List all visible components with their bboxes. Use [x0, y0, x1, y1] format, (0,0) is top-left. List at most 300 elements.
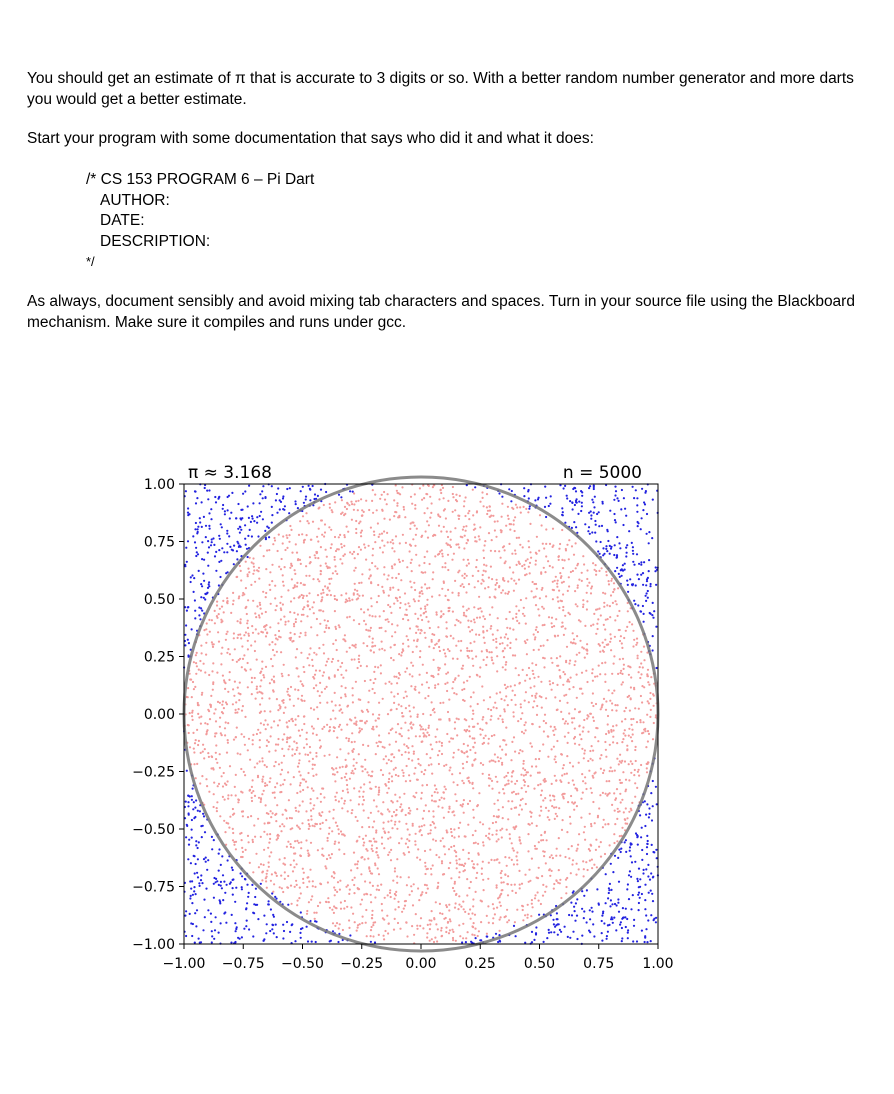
dart-point-inside	[340, 543, 342, 545]
dart-point-inside	[314, 554, 316, 556]
dart-point-outside	[215, 570, 217, 572]
dart-point-inside	[632, 718, 634, 720]
dart-point-outside	[618, 881, 620, 883]
dart-point-inside	[605, 749, 607, 751]
dart-point-inside	[266, 745, 268, 747]
dart-point-inside	[375, 829, 377, 831]
dart-point-outside	[495, 933, 497, 935]
dart-point-inside	[358, 753, 360, 755]
dart-point-inside	[625, 779, 627, 781]
dart-point-inside	[599, 757, 601, 759]
dart-point-inside	[467, 539, 469, 541]
dart-point-inside	[642, 721, 644, 723]
dart-point-outside	[586, 889, 588, 891]
dart-point-inside	[256, 688, 258, 690]
dart-point-inside	[441, 860, 443, 862]
dart-point-inside	[307, 876, 309, 878]
dart-point-outside	[575, 490, 577, 492]
dart-point-inside	[314, 886, 316, 888]
dart-point-inside	[360, 903, 362, 905]
dart-point-outside	[601, 932, 603, 934]
dart-point-inside	[563, 581, 565, 583]
dart-point-inside	[307, 604, 309, 606]
dart-point-inside	[452, 681, 454, 683]
dart-point-inside	[477, 703, 479, 705]
dart-point-inside	[539, 750, 541, 752]
dart-point-inside	[240, 768, 242, 770]
dart-point-inside	[380, 672, 382, 674]
dart-point-outside	[655, 786, 657, 788]
dart-point-inside	[614, 619, 616, 621]
dart-point-outside	[622, 524, 624, 526]
dart-point-inside	[468, 650, 470, 652]
dart-point-inside	[476, 559, 478, 561]
dart-point-inside	[516, 909, 518, 911]
dart-point-inside	[481, 579, 483, 581]
dart-point-inside	[560, 600, 562, 602]
dart-point-inside	[365, 909, 367, 911]
dart-point-inside	[280, 568, 282, 570]
dart-point-outside	[573, 906, 575, 908]
dart-point-outside	[284, 505, 286, 507]
dart-point-outside	[646, 835, 648, 837]
dart-point-inside	[430, 829, 432, 831]
dart-point-inside	[543, 567, 545, 569]
dart-point-inside	[583, 831, 585, 833]
dart-point-inside	[599, 651, 601, 653]
dart-point-inside	[398, 749, 400, 751]
dart-point-inside	[334, 727, 336, 729]
dart-point-inside	[489, 510, 491, 512]
dart-point-inside	[423, 562, 425, 564]
dart-point-outside	[480, 939, 482, 941]
dart-point-inside	[646, 714, 648, 716]
dart-point-inside	[564, 736, 566, 738]
dart-point-inside	[645, 746, 647, 748]
dart-point-inside	[353, 884, 355, 886]
dart-point-inside	[492, 822, 494, 824]
dart-point-outside	[312, 485, 314, 487]
dart-point-inside	[646, 767, 648, 769]
dart-point-inside	[511, 842, 513, 844]
dart-point-inside	[312, 578, 314, 580]
dart-point-outside	[651, 614, 653, 616]
dart-point-inside	[220, 732, 222, 734]
dart-point-inside	[627, 610, 629, 612]
dart-point-outside	[647, 875, 649, 877]
dart-point-outside	[652, 649, 654, 651]
dart-point-inside	[473, 863, 475, 865]
dart-point-inside	[421, 535, 423, 537]
dart-point-inside	[221, 775, 223, 777]
dart-point-inside	[482, 841, 484, 843]
dart-point-outside	[192, 923, 194, 925]
dart-point-inside	[601, 706, 603, 708]
dart-point-outside	[544, 486, 546, 488]
dart-point-inside	[462, 767, 464, 769]
dart-point-inside	[339, 710, 341, 712]
dart-point-inside	[614, 600, 616, 602]
dart-point-inside	[540, 645, 542, 647]
dart-point-outside	[220, 881, 222, 883]
dart-point-inside	[530, 816, 532, 818]
dart-point-inside	[273, 680, 275, 682]
dart-point-outside	[575, 526, 577, 528]
dart-point-inside	[381, 903, 383, 905]
dart-point-inside	[542, 895, 544, 897]
code-comment-block	[86, 170, 314, 273]
dart-point-inside	[566, 646, 568, 648]
dart-point-inside	[473, 817, 475, 819]
dart-point-inside	[619, 810, 621, 812]
dart-point-outside	[187, 507, 189, 509]
dart-point-inside	[394, 898, 396, 900]
dart-point-inside	[332, 643, 334, 645]
dart-point-inside	[642, 732, 644, 734]
dart-point-inside	[272, 665, 274, 667]
dart-point-outside	[231, 914, 233, 916]
dart-point-inside	[488, 577, 490, 579]
dart-point-inside	[501, 889, 503, 891]
dart-point-inside	[192, 681, 194, 683]
dart-point-inside	[475, 633, 477, 635]
dart-point-inside	[465, 530, 467, 532]
dart-point-inside	[335, 799, 337, 801]
dart-point-inside	[429, 757, 431, 759]
dart-point-inside	[241, 710, 243, 712]
dart-point-inside	[488, 922, 490, 924]
dart-point-inside	[348, 927, 350, 929]
dart-point-outside	[332, 930, 334, 932]
dart-point-inside	[281, 769, 283, 771]
dart-point-inside	[548, 810, 550, 812]
dart-point-inside	[612, 591, 614, 593]
dart-point-inside	[378, 873, 380, 875]
dart-point-inside	[569, 816, 571, 818]
dart-point-inside	[568, 688, 570, 690]
dart-point-inside	[331, 661, 333, 663]
dart-point-inside	[336, 792, 338, 794]
dart-point-outside	[647, 590, 649, 592]
dart-point-inside	[635, 746, 637, 748]
dart-point-inside	[270, 735, 272, 737]
dart-point-inside	[351, 503, 353, 505]
dart-point-inside	[257, 818, 259, 820]
dart-point-inside	[377, 584, 379, 586]
dart-point-inside	[289, 698, 291, 700]
dart-point-inside	[409, 581, 411, 583]
dart-point-inside	[571, 717, 573, 719]
dart-point-inside	[592, 801, 594, 803]
code-line-description: DESCRIPTION:	[100, 232, 211, 250]
dart-point-inside	[502, 817, 504, 819]
dart-point-inside	[532, 906, 534, 908]
dart-point-inside	[393, 811, 395, 813]
dart-point-outside	[191, 829, 193, 831]
dart-point-inside	[546, 839, 548, 841]
dart-point-inside	[426, 753, 428, 755]
dart-point-outside	[639, 897, 641, 899]
dart-point-outside	[204, 487, 206, 489]
dart-point-inside	[518, 752, 520, 754]
dart-point-inside	[627, 665, 629, 667]
dart-point-inside	[552, 682, 554, 684]
dart-point-inside	[515, 825, 517, 827]
dart-point-inside	[227, 780, 229, 782]
dart-point-inside	[603, 606, 605, 608]
dart-point-inside	[482, 764, 484, 766]
dart-point-inside	[417, 639, 419, 641]
dart-point-inside	[345, 601, 347, 603]
dart-point-inside	[554, 775, 556, 777]
dart-point-outside	[619, 576, 621, 578]
dart-point-inside	[525, 791, 527, 793]
dart-point-outside	[628, 898, 630, 900]
dart-point-inside	[280, 618, 282, 620]
dart-point-inside	[290, 864, 292, 866]
dart-point-inside	[280, 791, 282, 793]
dart-point-outside	[636, 574, 638, 576]
dart-point-inside	[286, 846, 288, 848]
dart-point-inside	[243, 634, 245, 636]
dart-point-inside	[389, 589, 391, 591]
dart-point-outside	[187, 606, 189, 608]
dart-point-inside	[322, 592, 324, 594]
dart-point-inside	[271, 873, 273, 875]
dart-point-inside	[351, 741, 353, 743]
dart-point-inside	[488, 862, 490, 864]
dart-point-inside	[256, 659, 258, 661]
dart-point-inside	[232, 808, 234, 810]
dart-point-inside	[335, 550, 337, 552]
dart-point-inside	[299, 804, 301, 806]
dart-point-inside	[434, 644, 436, 646]
dart-point-inside	[513, 826, 515, 828]
dart-point-inside	[303, 715, 305, 717]
dart-point-inside	[628, 779, 630, 781]
dart-point-inside	[426, 932, 428, 934]
dart-point-inside	[603, 698, 605, 700]
dart-point-outside	[638, 892, 640, 894]
dart-point-inside	[222, 700, 224, 702]
dart-point-inside	[428, 734, 430, 736]
dart-point-inside	[545, 862, 547, 864]
dart-point-outside	[608, 924, 610, 926]
dart-point-inside	[319, 695, 321, 697]
dart-point-inside	[314, 825, 316, 827]
dart-point-inside	[431, 596, 433, 598]
dart-point-inside	[312, 768, 314, 770]
dart-point-outside	[349, 490, 351, 492]
dart-point-inside	[553, 883, 555, 885]
dart-point-inside	[410, 662, 412, 664]
dart-point-inside	[259, 739, 261, 741]
dart-point-inside	[298, 597, 300, 599]
dart-point-inside	[434, 687, 436, 689]
dart-point-inside	[416, 928, 418, 930]
dart-point-inside	[427, 537, 429, 539]
dart-point-inside	[595, 570, 597, 572]
dart-point-inside	[378, 794, 380, 796]
dart-point-inside	[328, 833, 330, 835]
dart-point-inside	[551, 617, 553, 619]
dart-point-inside	[519, 506, 521, 508]
dart-point-inside	[476, 863, 478, 865]
dart-point-inside	[274, 797, 276, 799]
dart-point-inside	[455, 940, 457, 942]
dart-point-inside	[346, 502, 348, 504]
dart-point-inside	[261, 879, 263, 881]
dart-point-inside	[205, 733, 207, 735]
dart-point-inside	[558, 807, 560, 809]
dart-point-inside	[556, 880, 558, 882]
dart-point-inside	[448, 811, 450, 813]
dart-point-inside	[454, 677, 456, 679]
dart-point-inside	[452, 496, 454, 498]
dart-point-inside	[535, 596, 537, 598]
dart-point-inside	[258, 578, 260, 580]
dart-point-inside	[415, 792, 417, 794]
dart-point-inside	[336, 573, 338, 575]
dart-point-inside	[437, 805, 439, 807]
dart-point-inside	[496, 858, 498, 860]
dart-point-inside	[426, 599, 428, 601]
dart-point-outside	[185, 935, 187, 937]
dart-point-inside	[544, 891, 546, 893]
dart-point-outside	[607, 897, 609, 899]
dart-point-inside	[413, 598, 415, 600]
dart-point-outside	[202, 825, 204, 827]
dart-point-outside	[340, 496, 342, 498]
dart-point-inside	[561, 559, 563, 561]
dart-point-inside	[297, 766, 299, 768]
dart-point-inside	[316, 823, 318, 825]
dart-point-inside	[242, 815, 244, 817]
dart-point-inside	[454, 793, 456, 795]
dart-point-inside	[443, 765, 445, 767]
dart-point-inside	[650, 709, 652, 711]
dart-point-outside	[208, 489, 210, 491]
dart-point-inside	[371, 500, 373, 502]
dart-point-inside	[289, 639, 291, 641]
dart-point-inside	[635, 760, 637, 762]
dart-point-outside	[188, 844, 190, 846]
dart-point-inside	[554, 818, 556, 820]
dart-point-inside	[254, 836, 256, 838]
dart-point-inside	[626, 745, 628, 747]
dart-point-outside	[262, 518, 264, 520]
dart-point-outside	[185, 547, 187, 549]
dart-point-inside	[466, 750, 468, 752]
dart-point-inside	[372, 935, 374, 937]
dart-point-inside	[413, 582, 415, 584]
dart-point-inside	[357, 593, 359, 595]
dart-point-inside	[594, 822, 596, 824]
dart-point-inside	[469, 676, 471, 678]
dart-point-inside	[361, 922, 363, 924]
dart-point-inside	[362, 796, 364, 798]
dart-point-inside	[421, 630, 423, 632]
dart-point-inside	[525, 597, 527, 599]
dart-point-outside	[648, 559, 650, 561]
dart-point-inside	[453, 836, 455, 838]
dart-point-inside	[434, 937, 436, 939]
dart-point-inside	[357, 860, 359, 862]
dart-point-inside	[386, 503, 388, 505]
dart-point-inside	[205, 778, 207, 780]
dart-point-inside	[617, 808, 619, 810]
dart-point-inside	[359, 730, 361, 732]
dart-point-inside	[340, 901, 342, 903]
dart-point-inside	[308, 854, 310, 856]
dart-point-inside	[453, 810, 455, 812]
dart-point-inside	[301, 695, 303, 697]
dart-point-inside	[193, 763, 195, 765]
dart-point-inside	[204, 748, 206, 750]
dart-point-inside	[540, 839, 542, 841]
dart-point-inside	[435, 840, 437, 842]
dart-point-inside	[625, 822, 627, 824]
dart-point-inside	[448, 741, 450, 743]
dart-point-inside	[191, 696, 193, 698]
dart-point-inside	[353, 787, 355, 789]
dart-point-inside	[302, 800, 304, 802]
dart-point-inside	[191, 715, 193, 717]
dart-point-inside	[372, 645, 374, 647]
dart-point-inside	[307, 600, 309, 602]
dart-point-outside	[533, 939, 535, 941]
dart-point-outside	[655, 667, 657, 669]
dart-point-inside	[445, 542, 447, 544]
dart-point-inside	[534, 638, 536, 640]
dart-point-inside	[459, 495, 461, 497]
dart-point-inside	[391, 577, 393, 579]
dart-point-inside	[619, 640, 621, 642]
dart-point-inside	[610, 638, 612, 640]
dart-point-inside	[382, 551, 384, 553]
dart-point-inside	[505, 744, 507, 746]
dart-point-outside	[207, 552, 209, 554]
dart-point-inside	[504, 874, 506, 876]
dart-point-inside	[638, 671, 640, 673]
dart-point-inside	[486, 915, 488, 917]
dart-point-inside	[354, 557, 356, 559]
dart-point-inside	[357, 667, 359, 669]
dart-point-inside	[254, 766, 256, 768]
dart-point-inside	[438, 763, 440, 765]
dart-point-outside	[581, 505, 583, 507]
dart-point-inside	[224, 688, 226, 690]
dart-point-inside	[340, 666, 342, 668]
dart-point-inside	[312, 764, 314, 766]
dart-point-inside	[512, 847, 514, 849]
dart-point-inside	[459, 621, 461, 623]
dart-point-inside	[265, 880, 267, 882]
dart-point-inside	[317, 849, 319, 851]
dart-point-inside	[520, 774, 522, 776]
dart-point-inside	[253, 824, 255, 826]
dart-point-inside	[383, 518, 385, 520]
dart-point-inside	[340, 513, 342, 515]
dart-point-outside	[315, 921, 317, 923]
dart-point-inside	[356, 867, 358, 869]
dart-point-outside	[593, 488, 595, 490]
dart-point-inside	[291, 718, 293, 720]
dart-point-outside	[589, 918, 591, 920]
dart-point-inside	[619, 782, 621, 784]
dart-point-outside	[191, 799, 193, 801]
dart-point-outside	[205, 857, 207, 859]
